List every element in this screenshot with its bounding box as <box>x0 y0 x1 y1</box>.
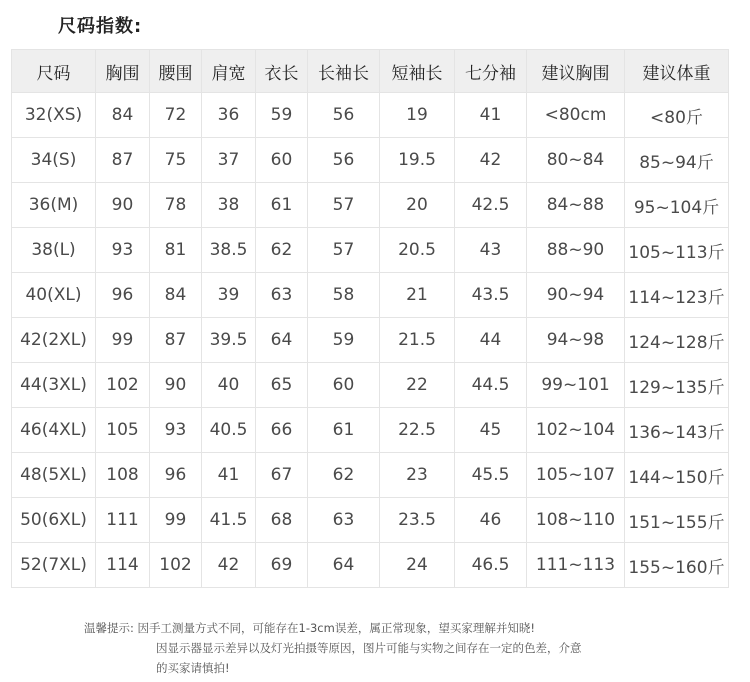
table-cell: 99 <box>150 498 202 543</box>
table-cell: 93 <box>96 228 150 273</box>
table-cell: 59 <box>256 93 308 138</box>
table-cell: 87 <box>96 138 150 183</box>
table-cell: 36 <box>202 93 256 138</box>
table-cell: 58 <box>308 273 380 318</box>
table-row <box>12 273 729 318</box>
table-cell: 72 <box>150 93 202 138</box>
table-cell: 41.5 <box>202 498 256 543</box>
table-cell: 23 <box>380 453 455 498</box>
table-cell: 61 <box>256 183 308 228</box>
table-row <box>12 498 729 543</box>
table-cell: 64 <box>308 543 380 588</box>
table-cell: 60 <box>308 363 380 408</box>
table-cell: 84 <box>150 273 202 318</box>
table-cell: 63 <box>256 273 308 318</box>
table-cell: 102 <box>150 543 202 588</box>
table-cell: 64 <box>256 318 308 363</box>
table-cell: 43 <box>455 228 527 273</box>
table-cell: 21.5 <box>380 318 455 363</box>
page-title: 尺码指数: <box>58 16 143 37</box>
size-cell: 46(4XL) <box>12 408 96 453</box>
notes-line: 的买家请慎拍! <box>156 661 230 675</box>
column-header: 长袖长 <box>308 50 380 93</box>
table-row <box>12 93 729 138</box>
size-cell: 42(2XL) <box>12 318 96 363</box>
table-cell: 88~90 <box>527 228 625 273</box>
table-row <box>12 453 729 498</box>
table-cell: 68 <box>256 498 308 543</box>
table-cell: 94~98 <box>527 318 625 363</box>
column-header: 肩宽 <box>202 50 256 93</box>
table-cell: 41 <box>455 93 527 138</box>
notes-line: 因显示器显示差异以及灯光拍摄等原因，图片可能与实物之间存在一定的色差，介意 <box>156 641 582 655</box>
column-header: 短袖长 <box>380 50 455 93</box>
table-cell: 63 <box>308 498 380 543</box>
size-cell: 48(5XL) <box>12 453 96 498</box>
table-cell: 45 <box>455 408 527 453</box>
size-cell: 36(M) <box>12 183 96 228</box>
table-cell: 42.5 <box>455 183 527 228</box>
column-header: 衣长 <box>256 50 308 93</box>
table-cell: 44 <box>455 318 527 363</box>
table-cell: 144~150斤 <box>625 453 729 498</box>
table-cell: 114 <box>96 543 150 588</box>
table-cell: 151~155斤 <box>625 498 729 543</box>
table-cell: 108~110 <box>527 498 625 543</box>
table-cell: 56 <box>308 138 380 183</box>
table-cell: 69 <box>256 543 308 588</box>
table-cell: 19.5 <box>380 138 455 183</box>
table-cell: 75 <box>150 138 202 183</box>
table-cell: 45.5 <box>455 453 527 498</box>
table-cell: 42 <box>202 543 256 588</box>
table-cell: 80~84 <box>527 138 625 183</box>
table-cell: 111 <box>96 498 150 543</box>
table-cell: 21 <box>380 273 455 318</box>
table-cell: 44.5 <box>455 363 527 408</box>
table-cell: 102 <box>96 363 150 408</box>
table-cell: 78 <box>150 183 202 228</box>
table-cell: 59 <box>308 318 380 363</box>
size-cell: 50(6XL) <box>12 498 96 543</box>
table-cell: 23.5 <box>380 498 455 543</box>
table-cell: 105 <box>96 408 150 453</box>
table-cell: 84~88 <box>527 183 625 228</box>
table-cell: 40.5 <box>202 408 256 453</box>
table-cell: 105~107 <box>527 453 625 498</box>
table-cell: 20 <box>380 183 455 228</box>
table-row <box>12 318 729 363</box>
table-cell: 39 <box>202 273 256 318</box>
size-cell: 40(XL) <box>12 273 96 318</box>
table-cell: 99 <box>96 318 150 363</box>
table-cell: 66 <box>256 408 308 453</box>
column-header: 胸围 <box>96 50 150 93</box>
size-chart-table <box>11 49 729 588</box>
size-cell: 38(L) <box>12 228 96 273</box>
table-cell: 90 <box>150 363 202 408</box>
table-cell: 102~104 <box>527 408 625 453</box>
table-row <box>12 363 729 408</box>
table-row <box>12 183 729 228</box>
notes-line: 温馨提示: 因手工测量方式不同，可能存在1-3cm误差，属正常现象，望买家理解并知晓! <box>84 621 535 635</box>
column-header: 七分袖 <box>455 50 527 93</box>
table-cell: 40 <box>202 363 256 408</box>
table-cell: 22.5 <box>380 408 455 453</box>
table-header-row <box>12 50 729 93</box>
table-cell: 84 <box>96 93 150 138</box>
notes-block <box>84 618 582 678</box>
table-cell: 24 <box>380 543 455 588</box>
column-header: 建议胸围 <box>527 50 625 93</box>
table-cell: 60 <box>256 138 308 183</box>
size-cell: 32(XS) <box>12 93 96 138</box>
table-cell: 41 <box>202 453 256 498</box>
table-row <box>12 408 729 453</box>
table-cell: 105~113斤 <box>625 228 729 273</box>
table-cell: 38.5 <box>202 228 256 273</box>
table-cell: <80斤 <box>625 93 729 138</box>
table-cell: 136~143斤 <box>625 408 729 453</box>
table-cell: 111~113 <box>527 543 625 588</box>
table-cell: <80cm <box>527 93 625 138</box>
table-cell: 90~94 <box>527 273 625 318</box>
table-cell: 96 <box>96 273 150 318</box>
table-cell: 81 <box>150 228 202 273</box>
table-row <box>12 138 729 183</box>
table-cell: 57 <box>308 228 380 273</box>
size-cell: 34(S) <box>12 138 96 183</box>
table-cell: 87 <box>150 318 202 363</box>
size-cell: 52(7XL) <box>12 543 96 588</box>
table-cell: 99~101 <box>527 363 625 408</box>
column-header: 建议体重 <box>625 50 729 93</box>
column-header: 腰围 <box>150 50 202 93</box>
table-cell: 96 <box>150 453 202 498</box>
table-cell: 46.5 <box>455 543 527 588</box>
size-cell: 44(3XL) <box>12 363 96 408</box>
table-cell: 67 <box>256 453 308 498</box>
table-cell: 93 <box>150 408 202 453</box>
table-cell: 39.5 <box>202 318 256 363</box>
table-cell: 61 <box>308 408 380 453</box>
table-cell: 43.5 <box>455 273 527 318</box>
table-cell: 65 <box>256 363 308 408</box>
table-cell: 56 <box>308 93 380 138</box>
table-cell: 57 <box>308 183 380 228</box>
table-cell: 124~128斤 <box>625 318 729 363</box>
column-header: 尺码 <box>12 50 96 93</box>
table-row <box>12 543 729 588</box>
table-cell: 155~160斤 <box>625 543 729 588</box>
table-cell: 46 <box>455 498 527 543</box>
table-cell: 19 <box>380 93 455 138</box>
table-cell: 95~104斤 <box>625 183 729 228</box>
table-cell: 42 <box>455 138 527 183</box>
table-cell: 20.5 <box>380 228 455 273</box>
table-cell: 22 <box>380 363 455 408</box>
table-cell: 129~135斤 <box>625 363 729 408</box>
table-cell: 62 <box>308 453 380 498</box>
table-cell: 114~123斤 <box>625 273 729 318</box>
table-cell: 108 <box>96 453 150 498</box>
table-cell: 62 <box>256 228 308 273</box>
table-cell: 90 <box>96 183 150 228</box>
table-cell: 85~94斤 <box>625 138 729 183</box>
table-cell: 37 <box>202 138 256 183</box>
table-row <box>12 228 729 273</box>
table-cell: 38 <box>202 183 256 228</box>
